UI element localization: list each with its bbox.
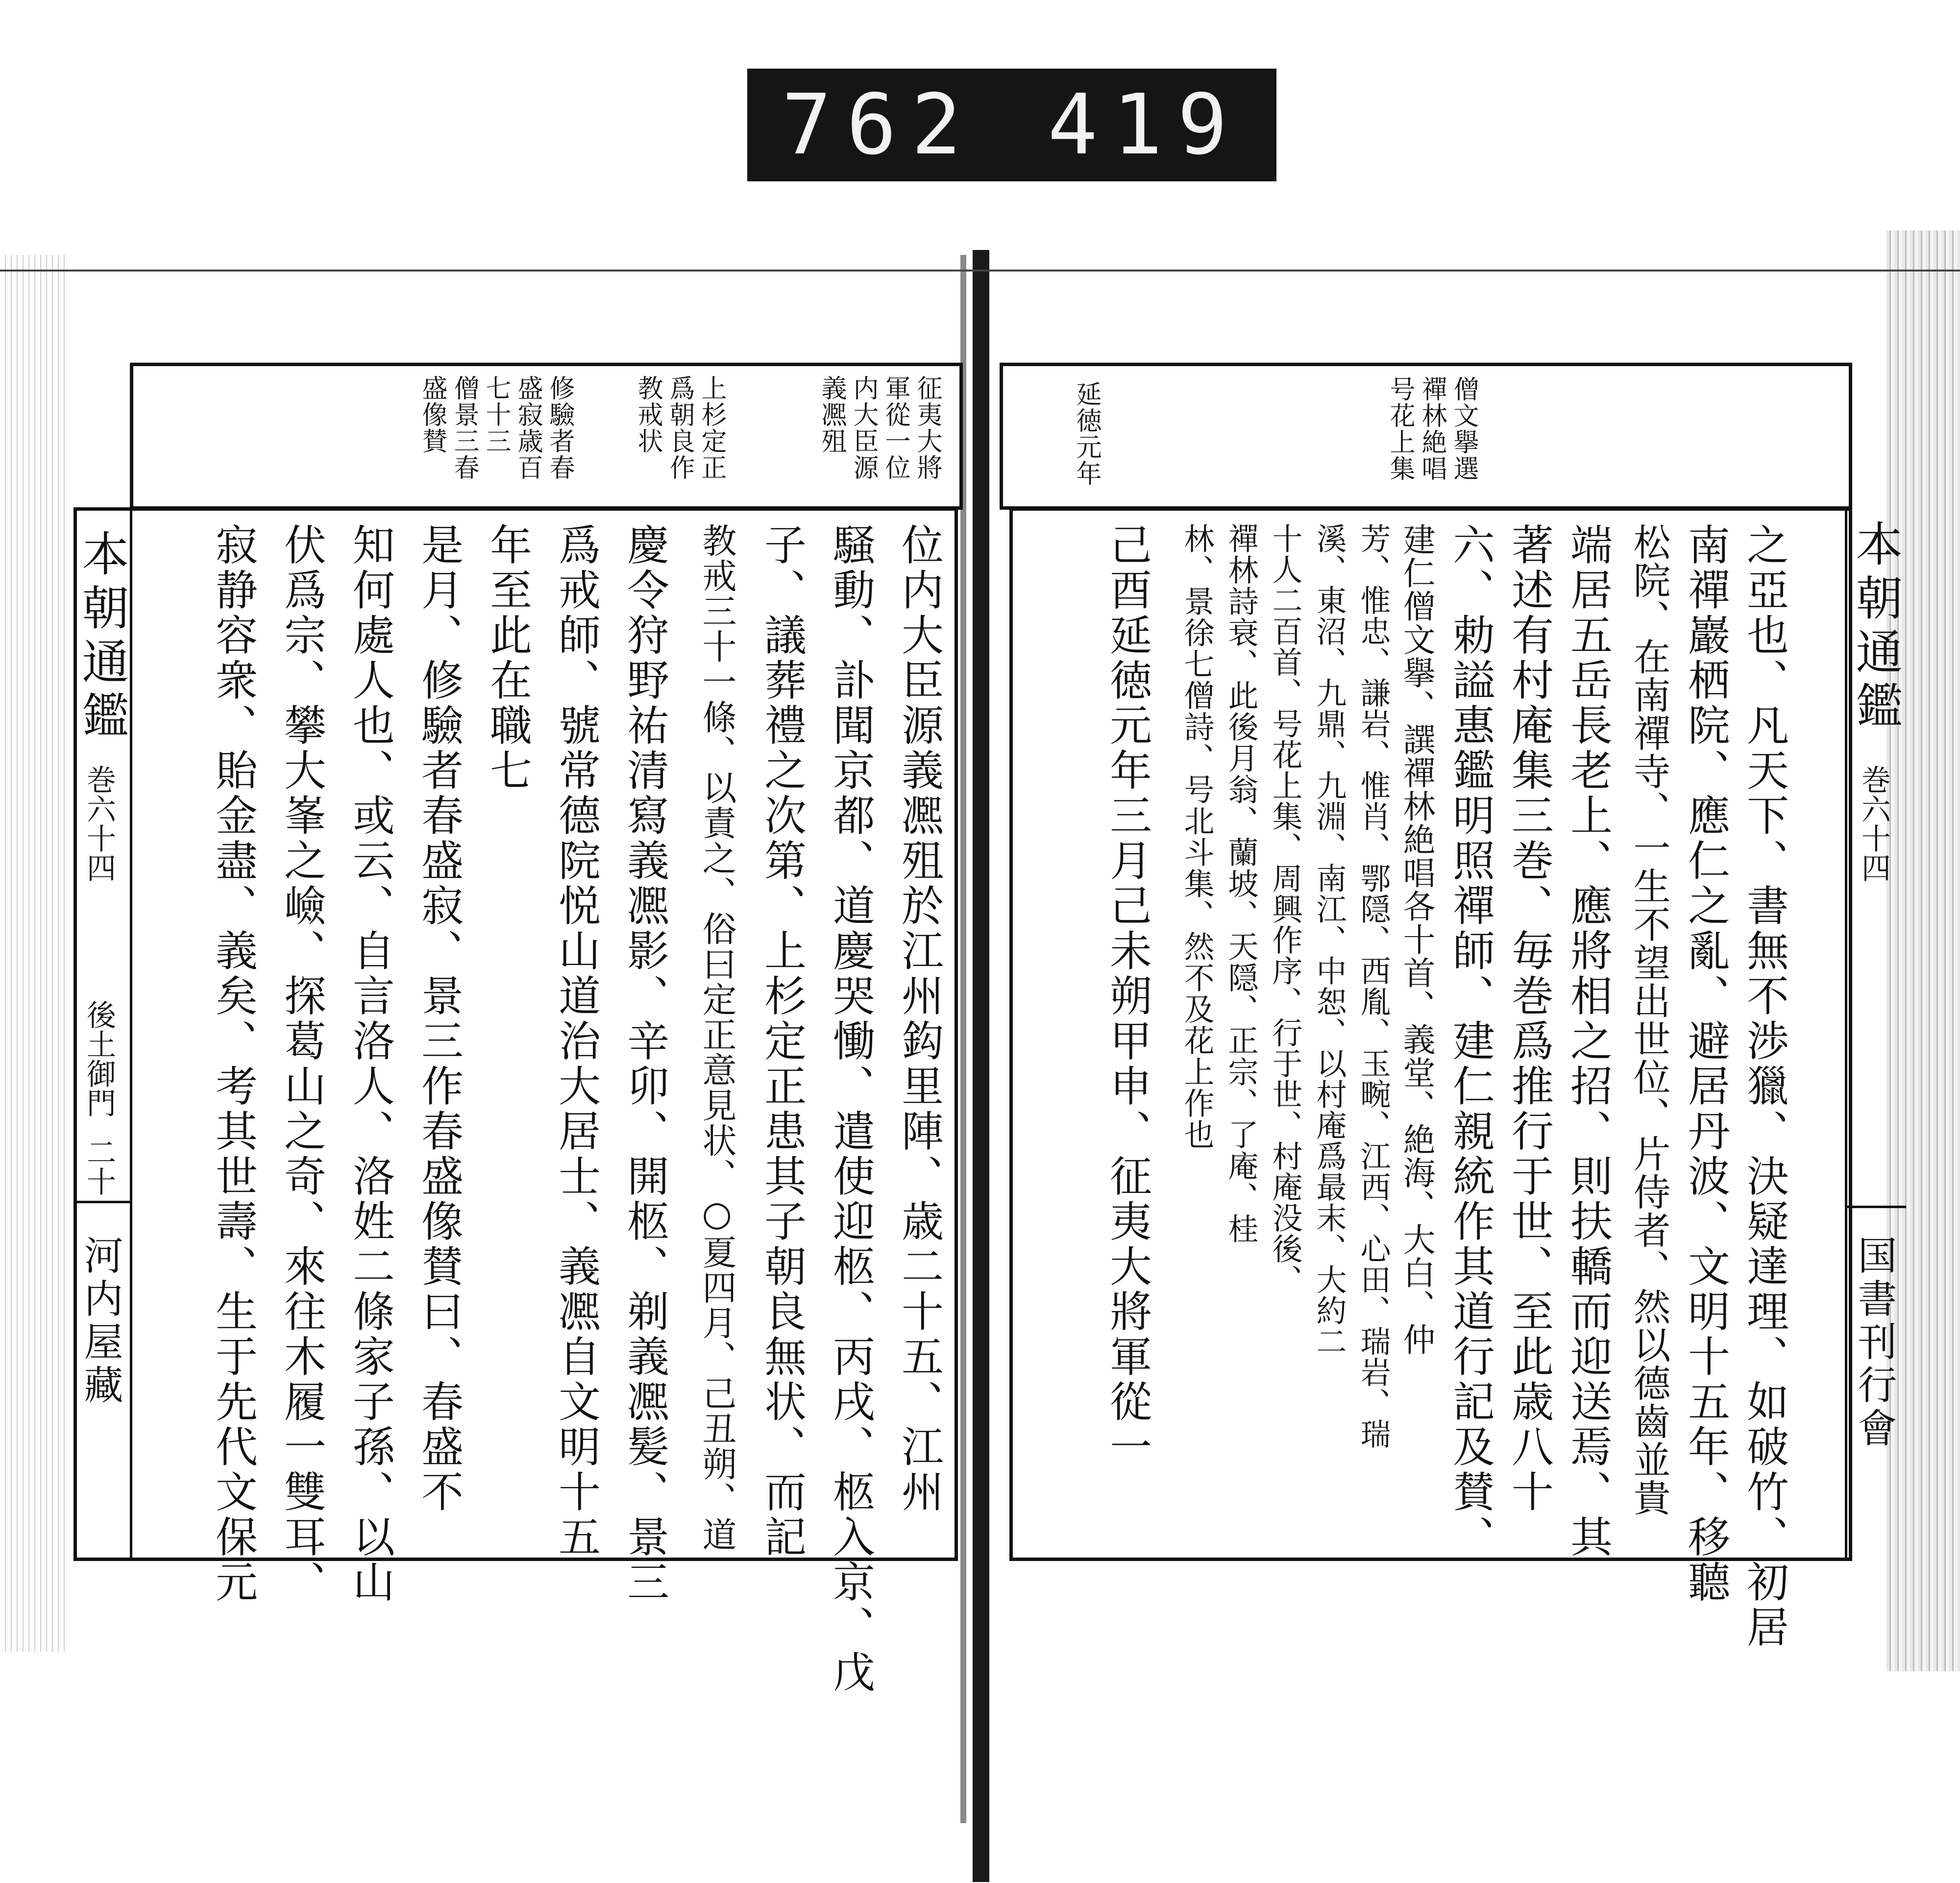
left-headnote: 爲朝良作 bbox=[665, 375, 694, 481]
right-main-text-frame bbox=[1009, 507, 1852, 1650]
right-text-column: 南禪巖栖院、應仁之亂、避居丹波、文明十五年、移聽 bbox=[1681, 523, 1730, 1605]
left-text-column: 位内大臣源義凞殂於江州鈎里陣、歳二十五、江州 bbox=[894, 523, 943, 1515]
left-headnote: 僧景三春 bbox=[449, 375, 479, 481]
left-headnote: 軍從一位 bbox=[881, 375, 910, 481]
right-text-column: 十人二百首、号花上集、周興作序、行于世、村庵没後、 bbox=[1267, 523, 1303, 1295]
left-text-column: 年至此在職七 bbox=[483, 523, 532, 793]
left-page-edge bbox=[0, 255, 69, 1652]
left-volume-label: 巻六十四 bbox=[82, 765, 116, 882]
left-text-column: 伏爲宗、攀大峯之嶮、探葛山之奇、來往木履一雙耳、 bbox=[277, 523, 326, 1605]
left-text-column: 知何處人也、或云、自言洛人、洛姓二條家子孫、以山 bbox=[345, 523, 394, 1605]
right-text-column: 建仁僧文擧、譔禪林絶唱各十首、義堂、絶海、大白、仲 bbox=[1397, 523, 1435, 1356]
right-running-title: 本朝通鑑 bbox=[1848, 520, 1903, 735]
left-headnote: 盛寂歳百 bbox=[513, 375, 542, 481]
right-text-column: 林、景徐七僧詩、号北斗集、然不及花上作也 bbox=[1179, 523, 1215, 1150]
left-running-title-strip bbox=[74, 510, 132, 1559]
right-text-column: 六、勅謚惠鑑明照禪師、建仁親統作其道行記及賛、 bbox=[1446, 523, 1494, 1560]
right-headnote: 禪林絶唱 bbox=[1417, 376, 1446, 482]
right-headnote: 僧文擧選 bbox=[1449, 376, 1478, 482]
left-headnote: 盛像賛 bbox=[417, 375, 447, 454]
top-page-line bbox=[0, 270, 1960, 272]
right-headnote: 延徳元年 bbox=[1072, 381, 1101, 487]
left-headnote: 征夷大將 bbox=[912, 375, 942, 481]
right-strip-divider bbox=[1847, 1206, 1906, 1208]
left-headnote: 教戒状 bbox=[633, 375, 662, 454]
right-volume-label: 巻六十四 bbox=[1857, 765, 1891, 882]
catalog-number-right: 419 bbox=[1047, 76, 1242, 173]
left-text-column: 爲戒師、號常德院悦山道治大居士、義凞自文明十五 bbox=[551, 523, 600, 1560]
right-publisher-mark: 国書刊行會 bbox=[1851, 1235, 1897, 1451]
left-headnote: 義凞殂 bbox=[817, 375, 846, 454]
left-headnote-box bbox=[130, 363, 963, 510]
right-text-column: 禪林詩衰、此後月翁、蘭坡、天隠、正宗、了庵、桂 bbox=[1223, 523, 1259, 1244]
left-text-column: 寂静容衆、貽金盡、義矣、考其世壽、生于先代文保元 bbox=[208, 523, 257, 1605]
left-text-column: 教戒三十一條、以責之、俗曰定正意見状、○夏四月、己丑朔、道 bbox=[697, 523, 737, 1552]
right-text-column: 之亞也、凡天下、書無不渉獵、決疑達理、如破竹、初居 bbox=[1740, 523, 1788, 1650]
book-gutter bbox=[973, 250, 989, 1882]
right-text-column: 芳、惟忠、謙岩、惟肖、鄂隠、西胤、玉畹、江西、心田、瑞岩、瑞 bbox=[1355, 523, 1391, 1449]
right-headnote-box bbox=[1000, 363, 1852, 510]
left-headnote: 七十三 bbox=[481, 375, 511, 454]
right-text-column: 溪、東沼、九鼎、九淵、南江、中恕、以村庵爲最末、大約二 bbox=[1311, 523, 1347, 1357]
right-headnote: 号花上集 bbox=[1385, 376, 1415, 482]
catalog-number-left: 762 bbox=[782, 76, 977, 173]
left-text-column: 子、議葬禮之次第、上杉定正患其子朝良無状、而記 bbox=[757, 523, 806, 1560]
left-folio-number: 二十 bbox=[82, 1137, 116, 1196]
right-text-column: 己酉延徳元年三月己未朔甲申、征夷大將軍從一 bbox=[1102, 523, 1152, 1470]
left-text-column: 慶令狩野祐清寫義凞影、辛卯、開柩、剃義凞髪、景三 bbox=[620, 523, 669, 1605]
left-strip-divider bbox=[74, 1201, 132, 1203]
left-publisher-mark: 河内屋藏 bbox=[77, 1235, 123, 1408]
right-text-column: 著述有村庵集三巻、毎巻爲推行于世、至此歳八十 bbox=[1504, 523, 1553, 1515]
catalog-label bbox=[747, 69, 1276, 181]
left-main-text-frame bbox=[74, 507, 958, 1695]
left-text-column: 是月、修驗者春盛寂、景三作春盛像賛曰、春盛不 bbox=[414, 523, 463, 1515]
right-text-column: 端居五岳長老上、應將相之招、則扶轎而迎送焉、其 bbox=[1563, 523, 1612, 1560]
left-headnote: 修驗者春 bbox=[545, 375, 574, 481]
right-text-column: 松院、在南禪寺、一生不望出世位、片侍者、然以德齒並貴 bbox=[1627, 523, 1671, 1517]
left-headnote: 内大臣源 bbox=[849, 375, 878, 481]
left-running-title: 本朝通鑑 bbox=[74, 529, 129, 745]
left-text-column: 騒動、訃聞京都、道慶哭慟、遣使迎柩、丙戌、柩入京、戊 bbox=[826, 523, 875, 1695]
left-section-label: 後土御門 bbox=[82, 1000, 116, 1117]
right-running-title-strip bbox=[1845, 510, 1904, 1559]
left-headnote: 上杉定正 bbox=[697, 375, 726, 481]
